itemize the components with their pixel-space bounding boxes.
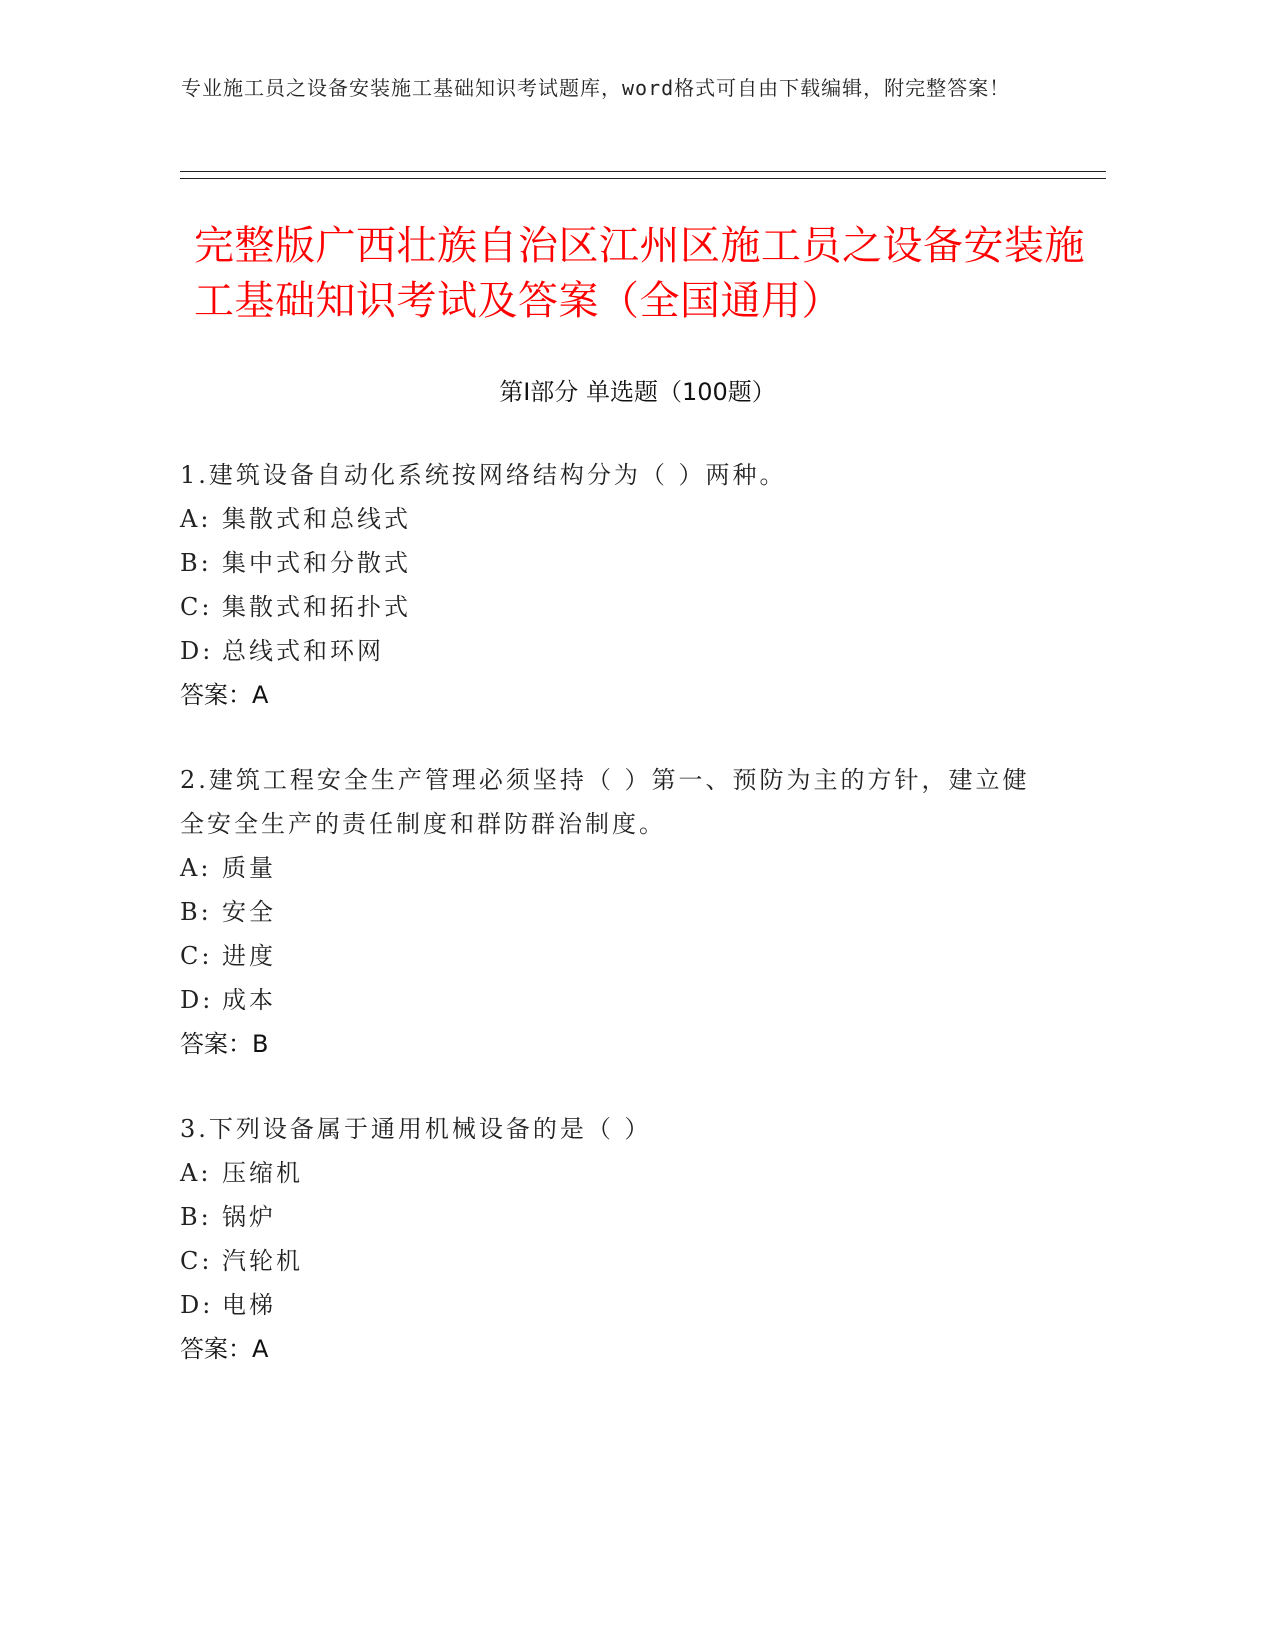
document-title: 完整版广西壮族自治区江州区施工员之设备安装施工基础知识考试及答案（全国通用） [194, 223, 1085, 324]
option-text: 质量 [222, 854, 276, 882]
option-b [180, 541, 1040, 585]
question-text: 3.下列设备属于通用机械设备的是（ ） [180, 1115, 652, 1143]
option-c [180, 1239, 1040, 1283]
option-text: 集中式和分散式 [222, 549, 411, 577]
question-2 [180, 758, 1040, 1066]
option-key: C: [180, 1247, 213, 1275]
question-text: 1.建筑设备自动化系统按网络结构分为（ ）两种。 [180, 461, 787, 489]
option-d [180, 629, 1040, 673]
option-a [180, 497, 1040, 541]
option-text: 汽轮机 [222, 1247, 303, 1275]
option-key: A: [180, 1159, 212, 1187]
option-c [180, 934, 1040, 978]
option-key: D: [180, 637, 214, 665]
option-text: 安全 [222, 898, 276, 926]
option-text: 锅炉 [222, 1203, 276, 1231]
option-a [180, 846, 1040, 890]
answer-line: 答案：B [180, 1030, 269, 1058]
option-text: 电梯 [222, 1291, 276, 1319]
option-text: 进度 [222, 942, 276, 970]
answer-line: 答案：A [180, 1335, 269, 1363]
header-divider-top [180, 171, 1106, 172]
option-key: A: [180, 505, 212, 533]
option-b [180, 1195, 1040, 1239]
option-d [180, 978, 1040, 1022]
header-note: 专业施工员之设备安装施工基础知识考试题库，word格式可自由下载编辑，附完整答案！ [181, 76, 1011, 100]
option-key: C: [180, 593, 213, 621]
question-1 [180, 453, 1040, 717]
option-key: B: [180, 1203, 212, 1231]
option-key: D: [180, 986, 214, 1014]
option-d [180, 1283, 1040, 1327]
option-text: 压缩机 [222, 1159, 303, 1187]
option-text: 集散式和总线式 [222, 505, 411, 533]
question-text: 2.建筑工程安全生产管理必须坚持（ ）第一、预防为主的方针，建立健全安全生产的责任制度和群防群治制度。 [180, 766, 1030, 838]
section-heading: 第Ⅰ部分 单选题（100题） [499, 378, 776, 406]
question-3 [180, 1107, 1040, 1371]
option-key: B: [180, 898, 212, 926]
option-text: 成本 [222, 986, 276, 1014]
option-key: B: [180, 549, 212, 577]
answer-line: 答案：A [180, 681, 269, 709]
option-key: A: [180, 854, 212, 882]
option-text: 集散式和拓扑式 [222, 593, 411, 621]
option-c [180, 585, 1040, 629]
option-text: 总线式和环网 [222, 637, 384, 665]
option-a [180, 1151, 1040, 1195]
option-key: C: [180, 942, 213, 970]
option-b [180, 890, 1040, 934]
option-key: D: [180, 1291, 214, 1319]
header-divider-bottom [180, 178, 1106, 179]
